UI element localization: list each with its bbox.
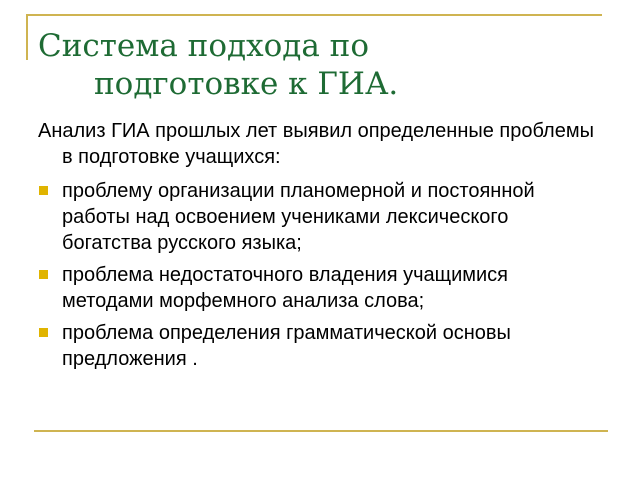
intro-text: Анализ ГИА прошлых лет выявил определенные проблемы в подготовке учащихся:: [38, 120, 594, 168]
square-bullet-icon: [39, 186, 48, 195]
bullet-item-1: [38, 178, 598, 256]
bullet-text-1: проблему организации планомерной и постоянной работы над освоением учениками лексического богатства русского языка;: [62, 180, 535, 254]
slide-title: [38, 27, 598, 103]
bullet-item-2: [38, 262, 598, 314]
square-bullet-icon: [39, 328, 48, 337]
top-divider: [26, 14, 602, 16]
title-line-2: подготовке к ГИА.: [94, 66, 399, 102]
slide-body: [38, 118, 598, 378]
bullet-text-3: проблема определения грамматической основы предложения .: [62, 322, 511, 370]
bullet-text-2: проблема недостаточного владения учащимися методами морфемного анализа слова;: [62, 264, 509, 312]
bottom-divider: [34, 430, 608, 432]
left-divider: [26, 14, 28, 60]
title-line-1: Система подхода по: [38, 28, 369, 64]
square-bullet-icon: [39, 270, 48, 279]
bullet-item-3: [38, 320, 598, 372]
bullet-list: [38, 178, 598, 372]
